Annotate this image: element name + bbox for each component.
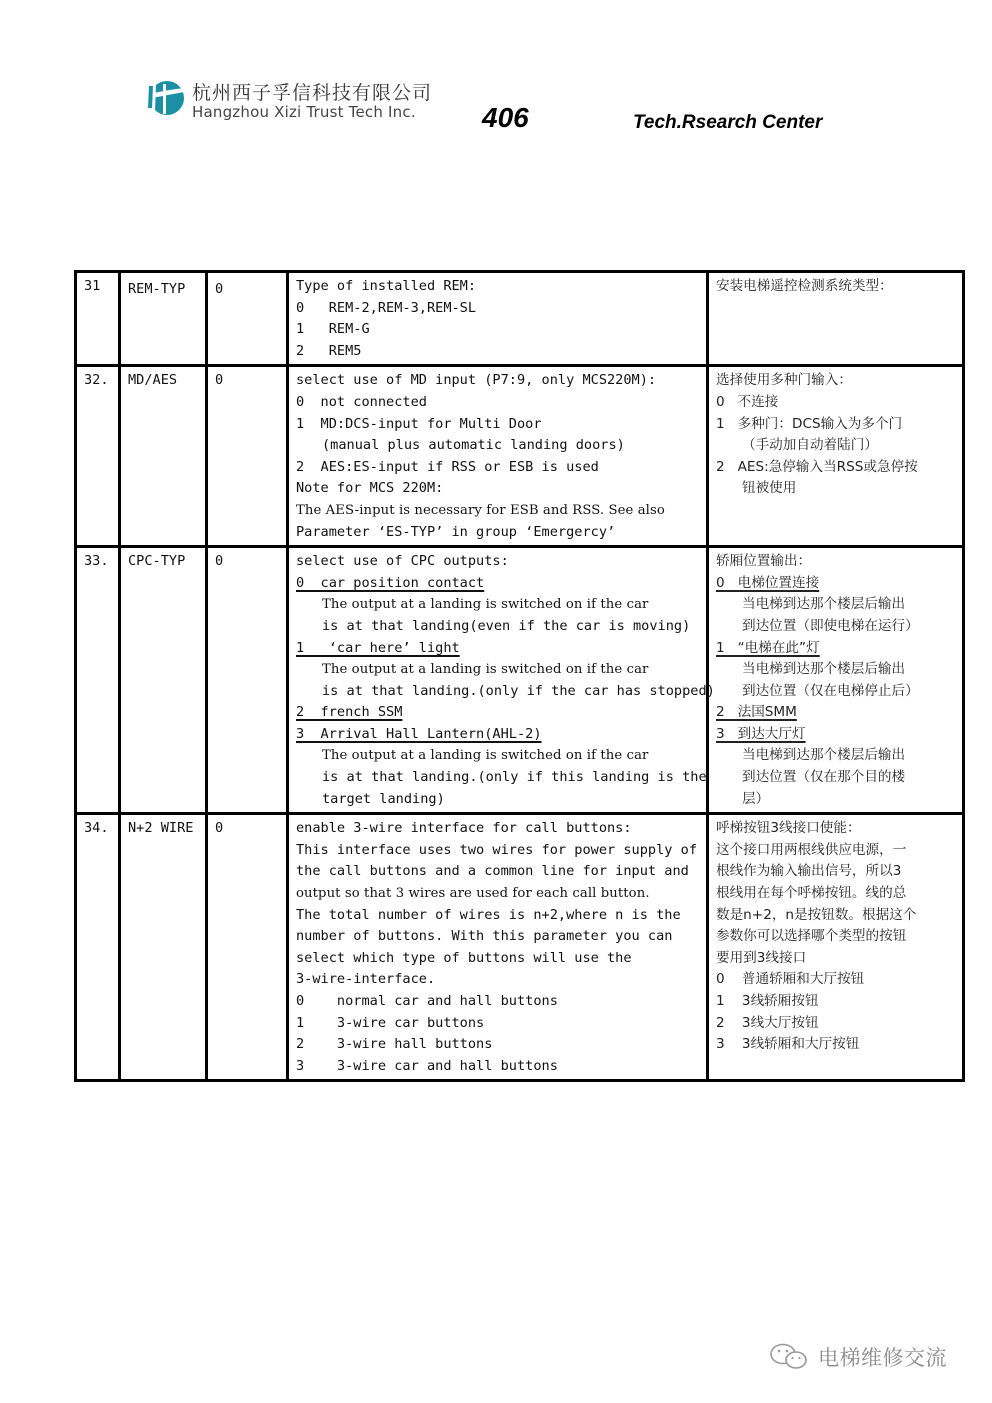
table-row xyxy=(76,272,964,366)
param-description-cn: 选择使用多种门输入： 0 不连接 1 多种门：DCS输入为多个门 （手动加自动着陆门） 2 AES:急停输入当RSS或急停按 钮被使用 xyxy=(708,366,964,547)
param-description-en: Type of installed REM: 0 REM-2,REM-3,REM-SL 1 REM-G 2 REM5 xyxy=(288,272,708,366)
table-row xyxy=(76,814,964,1081)
department-title: Tech.Rsearch Center xyxy=(633,112,823,133)
param-name: CPC-TYP xyxy=(120,547,207,814)
param-name: N+2 WIRE xyxy=(120,814,207,1081)
param-description-cn: 呼梯按钮3线接口使能： 这个接口用两根线供应电源，一 根线作为输入输出信号，所以3 根线用在每个呼梯按钮。线的总 数是n+2，n是按钮数。根据这个 参数你可以选择哪个类型的按钮 要用到3线接口 0 普通轿厢和大厅按钮 1 3线轿厢按钮 2 3线大厅按钮 3 3线轿厢和大厅按钮 xyxy=(708,814,964,1081)
watermark-text: 电梯维修交流 xyxy=(818,1346,947,1370)
param-number: 34. xyxy=(76,814,120,1081)
table-row xyxy=(76,547,964,814)
param-number: 33. xyxy=(76,547,120,814)
param-default: 0 xyxy=(207,814,288,1081)
parameter-table xyxy=(74,270,965,1082)
table-row xyxy=(76,366,964,547)
param-description-cn: 安装电梯遥控检测系统类型： xyxy=(708,272,964,366)
param-number: 31 xyxy=(76,272,120,366)
company-name-cn: 杭州西子孚信科技有限公司 xyxy=(192,82,433,104)
param-default: 0 xyxy=(207,547,288,814)
param-name: MD/AES xyxy=(120,366,207,547)
company-name-en: Hangzhou Xizi Trust Tech Inc. xyxy=(192,103,416,121)
param-default: 0 xyxy=(207,272,288,366)
param-default: 0 xyxy=(207,366,288,547)
company-logo xyxy=(138,70,433,132)
param-description-en: select use of CPC outputs: 0 car position contact The output at a landing is switched on if the car is at that landing(even if the car is moving) 1 ‘car here’ light The output at a landing is switched on if the car is at that landing.(only if the car has stopped) 2 french SSM 3 Arrival Hall Lantern(AHL-2) The output at a landing is switched on if the car is at that landing.(only if this landing is the target landing) xyxy=(288,547,708,814)
watermark xyxy=(768,1340,947,1374)
wechat-icon xyxy=(768,1342,812,1372)
param-name: REM-TYP xyxy=(120,272,207,366)
param-description-en: enable 3-wire interface for call buttons: This interface uses two wires for power supply of the call buttons and a common line for input and output so that 3 wires are used for each call button. The total number of wires is n+2,where n is the number of buttons. With this parameter you can select which type of buttons will use the 3-wire-interface. 0 normal car and hall buttons 1 3-wire car buttons 2 3-wire hall buttons 3 3-wire car and hall buttons xyxy=(288,814,708,1081)
company-logo-icon xyxy=(146,78,186,118)
param-description-en: select use of MD input (P7:9, only MCS220M): 0 not connected 1 MD:DCS-input for Multi Door (manual plus automatic landing doors) 2 AES:ES-input if RSS or ESB is used Note for MCS 220M: The AES-input is necessary for ESB and RSS. See also Parameter ‘ES-TYP’ in group ‘Emergercy’ xyxy=(288,366,708,547)
page-number: 406 xyxy=(482,102,529,133)
param-number: 32. xyxy=(76,366,120,547)
param-description-cn: 轿厢位置输出： 0 电梯位置连接 当电梯到达那个楼层后输出 到达位置（即使电梯在运行） 1 “电梯在此”灯 当电梯到达那个楼层后输出 到达位置（仅在电梯停止后） 2 法国SMM 3 到达大厅灯 当电梯到达那个楼层后输出 到达位置（仅在那个目的楼 层） xyxy=(708,547,964,814)
